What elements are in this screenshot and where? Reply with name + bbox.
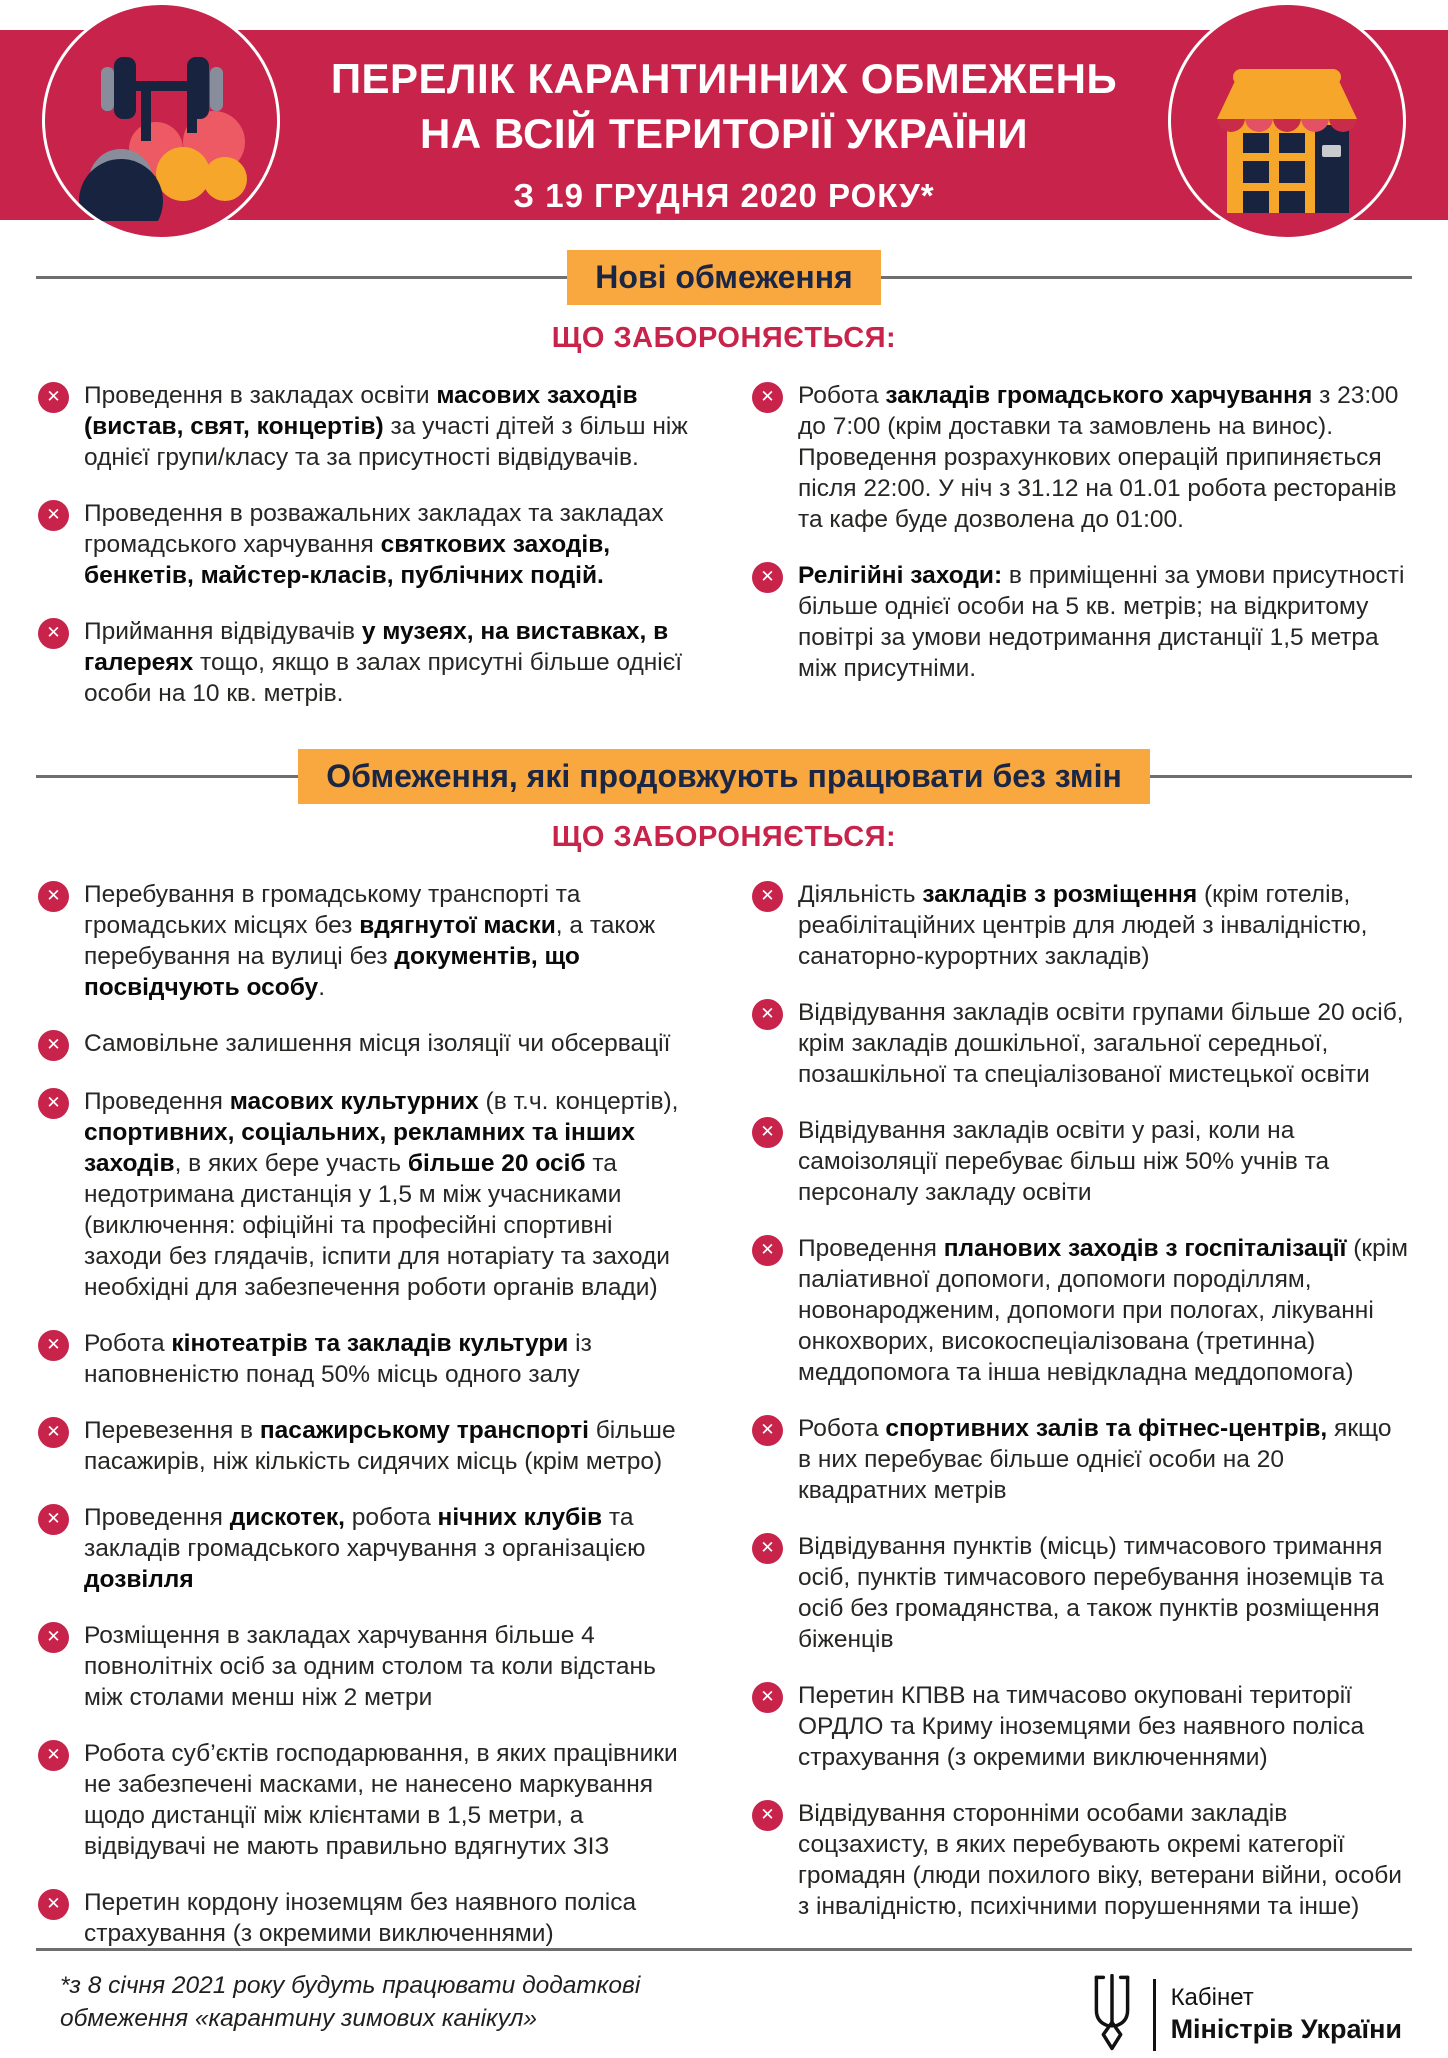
restriction-item xyxy=(752,879,1410,972)
header-titles xyxy=(0,52,1448,215)
restriction-item xyxy=(752,380,1410,535)
prohibited-x-icon: ✕ xyxy=(752,1235,783,1266)
tryzub-icon xyxy=(1086,1971,1138,2058)
logo-text-line2: Міністрів України xyxy=(1170,2013,1402,2044)
prohibited-x-icon: ✕ xyxy=(752,881,783,912)
restriction-item xyxy=(752,1413,1410,1506)
section-2-left-list xyxy=(38,854,696,1949)
prohibited-x-icon: ✕ xyxy=(38,1030,69,1061)
prohibited-x-icon: ✕ xyxy=(752,1800,783,1831)
restriction-text: Діяльність закладів з розміщення (крім готелів, реабілітаційних центрів для людей з інвалідністю, санаторно-курортних закладів) xyxy=(798,881,1368,970)
prohibited-x-icon: ✕ xyxy=(752,1117,783,1148)
restriction-text: Перебування в громадському транспорті та громадських місцях без вдягнутої маски, а також перебування на вулиці без документів, що посвідчують особу. xyxy=(84,881,656,1001)
restriction-text: Відвідування сторонніми особами закладів соцзахисту, в яких перебувають окремі категорії громадян (люди похилого віку, ветерани війни, особи з інвалідністю, психічними порушеннями та інше) xyxy=(798,1800,1402,1920)
prohibited-x-icon: ✕ xyxy=(38,1740,69,1771)
restriction-item xyxy=(752,1531,1410,1655)
section-1-subtitle: ЩО ЗАБОРОНЯЄТЬСЯ: xyxy=(551,322,897,354)
prohibited-x-icon: ✕ xyxy=(38,500,69,531)
restriction-item xyxy=(752,1233,1410,1388)
section-2-right-list xyxy=(752,854,1410,1949)
effective-date: З 19 ГРУДНЯ 2020 РОКУ* xyxy=(513,177,935,215)
restriction-item xyxy=(752,560,1410,684)
restriction-text: Відвідування закладів освіти групами більше 20 осіб, крім закладів дошкільної, загальної середньої, позашкільної та спеціалізованої мистецької освіти xyxy=(798,999,1404,1088)
restriction-item xyxy=(38,1887,696,1949)
restriction-text: Робота кінотеатрів та закладів культури із наповненістю понад 50% місць одного залу xyxy=(84,1330,592,1388)
restriction-item xyxy=(38,1328,696,1390)
restriction-text: Перетин кордону іноземцям без наявного поліса страхування (з окремими виключеннями) xyxy=(84,1889,637,1947)
footer xyxy=(0,1948,1448,2048)
section-1-label: Нові обмеження xyxy=(567,250,880,305)
restriction-text: Проведення в закладах освіти масових заходів (вистав, свят, концертів) за участі дітей з більш ніж однієї групи/класу та за присутності відвідувачів. xyxy=(84,382,688,471)
restriction-item xyxy=(38,879,696,1003)
restriction-text: Проведення дискотек, робота нічних клубів та закладів громадського харчування з організацією дозвілля xyxy=(84,1504,646,1593)
restriction-text: Розміщення в закладах харчування більше 4 повнолітніх осіб за одним столом та коли відстань між столами менш ніж 2 метри xyxy=(84,1622,656,1711)
restriction-text: Робота спортивних залів та фітнес-центрів, якщо в них перебуває більше однієї особи на 20 квадратних метрів xyxy=(798,1415,1392,1504)
prohibited-x-icon: ✕ xyxy=(752,999,783,1030)
restriction-text: Релігійні заходи: в приміщенні за умови присутності більше однієї особи на 5 кв. метрів; на відкритому повітрі за умови недотримання дистанції 1,5 метра між присутніми. xyxy=(798,562,1405,682)
restriction-item xyxy=(38,1086,696,1303)
section-2-header xyxy=(0,749,1448,805)
restriction-item xyxy=(38,1028,696,1061)
restriction-item xyxy=(38,498,696,591)
restriction-item xyxy=(752,997,1410,1090)
section-2-label: Обмеження, які продовжують працювати без змін xyxy=(298,749,1150,804)
prohibited-x-icon: ✕ xyxy=(38,1622,69,1653)
prohibited-x-icon: ✕ xyxy=(38,1889,69,1920)
restriction-text: Перевезення в пасажирському транспорті більше пасажирів, ніж кількість сидячих місць (крім метро) xyxy=(84,1417,676,1475)
restriction-text: Відвідування пунктів (місць) тимчасового тримання осіб, пунктів тимчасового перебування іноземців та осіб без громадянства, а також пунктів розміщення біженців xyxy=(798,1533,1384,1653)
section-1-left-list xyxy=(38,355,696,709)
restriction-item xyxy=(752,1798,1410,1922)
restriction-item xyxy=(38,1620,696,1713)
restriction-text: Відвідування закладів освіти у разі, коли на самоізоляції перебуває більш ніж 50% учнів та персоналу закладу освіти xyxy=(798,1117,1330,1206)
restriction-text: Робота суб’єктів господарювання, в яких працівники не забезпечені масками, не нанесено маркування щодо дистанції між клієнтами в 1,5 метри, а відвідувачі не мають правильно вдягнутих ЗІЗ xyxy=(84,1740,678,1860)
restriction-item xyxy=(38,1502,696,1595)
prohibited-x-icon: ✕ xyxy=(752,1533,783,1564)
section-2-subtitle: ЩО ЗАБОРОНЯЄТЬСЯ: xyxy=(551,821,897,853)
prohibited-x-icon: ✕ xyxy=(752,1415,783,1446)
restriction-item xyxy=(38,616,696,709)
header xyxy=(0,0,1448,242)
prohibited-x-icon: ✕ xyxy=(752,562,783,593)
prohibited-x-icon: ✕ xyxy=(752,382,783,413)
section-2-columns xyxy=(0,854,1448,1949)
prohibited-x-icon: ✕ xyxy=(38,382,69,413)
prohibited-x-icon: ✕ xyxy=(38,1417,69,1448)
prohibited-x-icon: ✕ xyxy=(38,1504,69,1535)
cabinet-of-ministers-logo xyxy=(1086,1971,1402,2058)
logo-text-line1: Кабінет xyxy=(1170,1983,1254,2011)
restriction-text: Перетин КПВВ на тимчасово окуповані території ОРДЛО та Криму іноземцями без наявного поліса страхування (з окремими виключеннями) xyxy=(798,1682,1365,1771)
restriction-text: Приймання відвідувачів у музеях, на виставках, в галереях тощо, якщо в залах присутні більше однієї особи на 10 кв. метрів. xyxy=(84,618,683,707)
restriction-item xyxy=(38,380,696,473)
restriction-item xyxy=(752,1115,1410,1208)
section-1-right-list xyxy=(752,355,1410,709)
restriction-item xyxy=(38,1738,696,1862)
prohibited-x-icon: ✕ xyxy=(38,881,69,912)
prohibited-x-icon: ✕ xyxy=(38,618,69,649)
section-1-header xyxy=(0,250,1448,306)
section-1-columns xyxy=(0,355,1448,709)
restriction-text: Самовільне залишення місця ізоляції чи обсервації xyxy=(84,1030,671,1057)
restriction-text: Проведення масових культурних (в т.ч. концертів), спортивних, соціальних, рекламних та інших заходів, в яких бере участь більше 20 осіб та недотримана дистанція у 1,5 м між учасниками (виключення: офіційні та професійні спортивні заходи без глядачів, іспити для нотаріату та заходи необхідні для забезпечення роботи органів влади) xyxy=(84,1088,679,1301)
restriction-text: Робота закладів громадського харчування з 23:00 до 7:00 (крім доставки та замовлень на винос). Проведення розрахункових операцій припиняється після 22:00. У ніч з 31.12 на 01.01 робота ресторанів та кафе буде дозволена до 01:00. xyxy=(798,382,1399,533)
prohibited-x-icon: ✕ xyxy=(752,1682,783,1713)
prohibited-x-icon: ✕ xyxy=(38,1088,69,1119)
restriction-text: Проведення в розважальних закладах та закладах громадського харчування святкових заходів, бенкетів, майстер-класів, публічних подій. xyxy=(84,500,664,589)
page-title-line2: НА ВСІЙ ТЕРИТОРІЇ УКРАЇНИ xyxy=(419,109,1029,157)
page-title-line1: ПЕРЕЛІК КАРАНТИННИХ ОБМЕЖЕНЬ xyxy=(330,55,1118,102)
footnote: *з 8 січня 2021 року будуть працювати додаткові обмеження «карантину зимових канікул» xyxy=(60,1972,641,2033)
prohibited-x-icon: ✕ xyxy=(38,1330,69,1361)
restriction-item xyxy=(38,1415,696,1477)
restriction-item xyxy=(752,1680,1410,1773)
restriction-text: Проведення планових заходів з госпіталізації (крім паліативної допомоги, допомоги породіллям, новонародженим, допомоги при пологах, лікуванні онкохворих, високоспеціалізована (третинна) меддопомога та інша невідкладна меддопомога) xyxy=(798,1235,1409,1386)
logo-separator xyxy=(1153,1979,1156,2051)
